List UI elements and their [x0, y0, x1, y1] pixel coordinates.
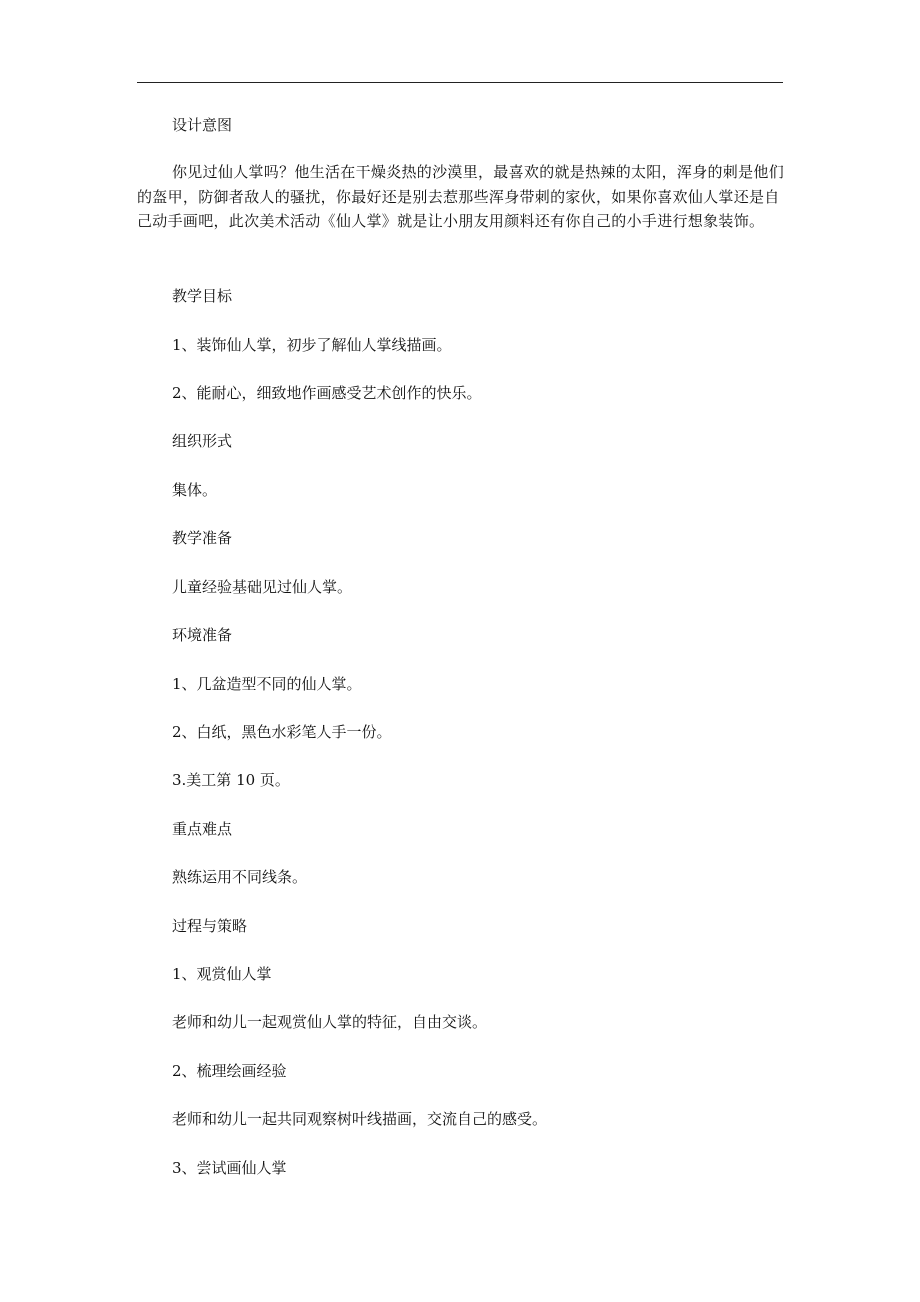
step-2-title: 2、梳理绘画经验	[172, 1062, 287, 1080]
goal-item-2: 2、能耐心，细致地作画感受艺术创作的快乐。	[172, 384, 482, 402]
step-1-title: 1、观赏仙人掌	[172, 965, 272, 983]
section-heading-prep: 教学准备	[172, 529, 233, 547]
section-heading-process: 过程与策略	[172, 917, 248, 935]
goal-item-1: 1、装饰仙人掌，初步了解仙人掌线描画。	[172, 336, 452, 354]
section-heading-org: 组织形式	[172, 432, 233, 450]
step-2-text: 老师和幼儿一起共同观察树叶线描画，交流自己的感受。	[172, 1110, 548, 1128]
design-paragraph: 你见过仙人掌吗？他生活在干燥炎热的沙漠里，最喜欢的就是热辣的太阳，浑身的刺是他们的盔甲，防御者敌人的骚扰，你最好还是别去惹那些浑身带刺的家伙，如果你喜欢仙人掌还是自己动手画吧，此次美术活动《仙人掌》就是让小朋友用颜料还有你自己的小手进行想象装饰。	[137, 163, 785, 230]
section-heading-key: 重点难点	[172, 820, 233, 838]
prep-text: 儿童经验基础见过仙人掌。	[172, 578, 353, 596]
env-item-3: 3.美工第 10 页。	[172, 771, 290, 789]
env-item-1: 1、几盆造型不同的仙人掌。	[172, 675, 362, 693]
step-1-text: 老师和幼儿一起观赏仙人掌的特征，自由交谈。	[172, 1013, 488, 1031]
step-3-title: 3、尝试画仙人掌	[172, 1159, 287, 1177]
section-heading-design: 设计意图	[172, 116, 233, 134]
section-heading-goals: 教学目标	[172, 287, 233, 305]
header-rule	[137, 82, 783, 83]
key-text: 熟练运用不同线条。	[172, 868, 308, 886]
section-heading-env: 环境准备	[172, 626, 233, 644]
org-text: 集体。	[172, 481, 218, 499]
env-item-2: 2、白纸，黑色水彩笔人手一份。	[172, 723, 392, 741]
